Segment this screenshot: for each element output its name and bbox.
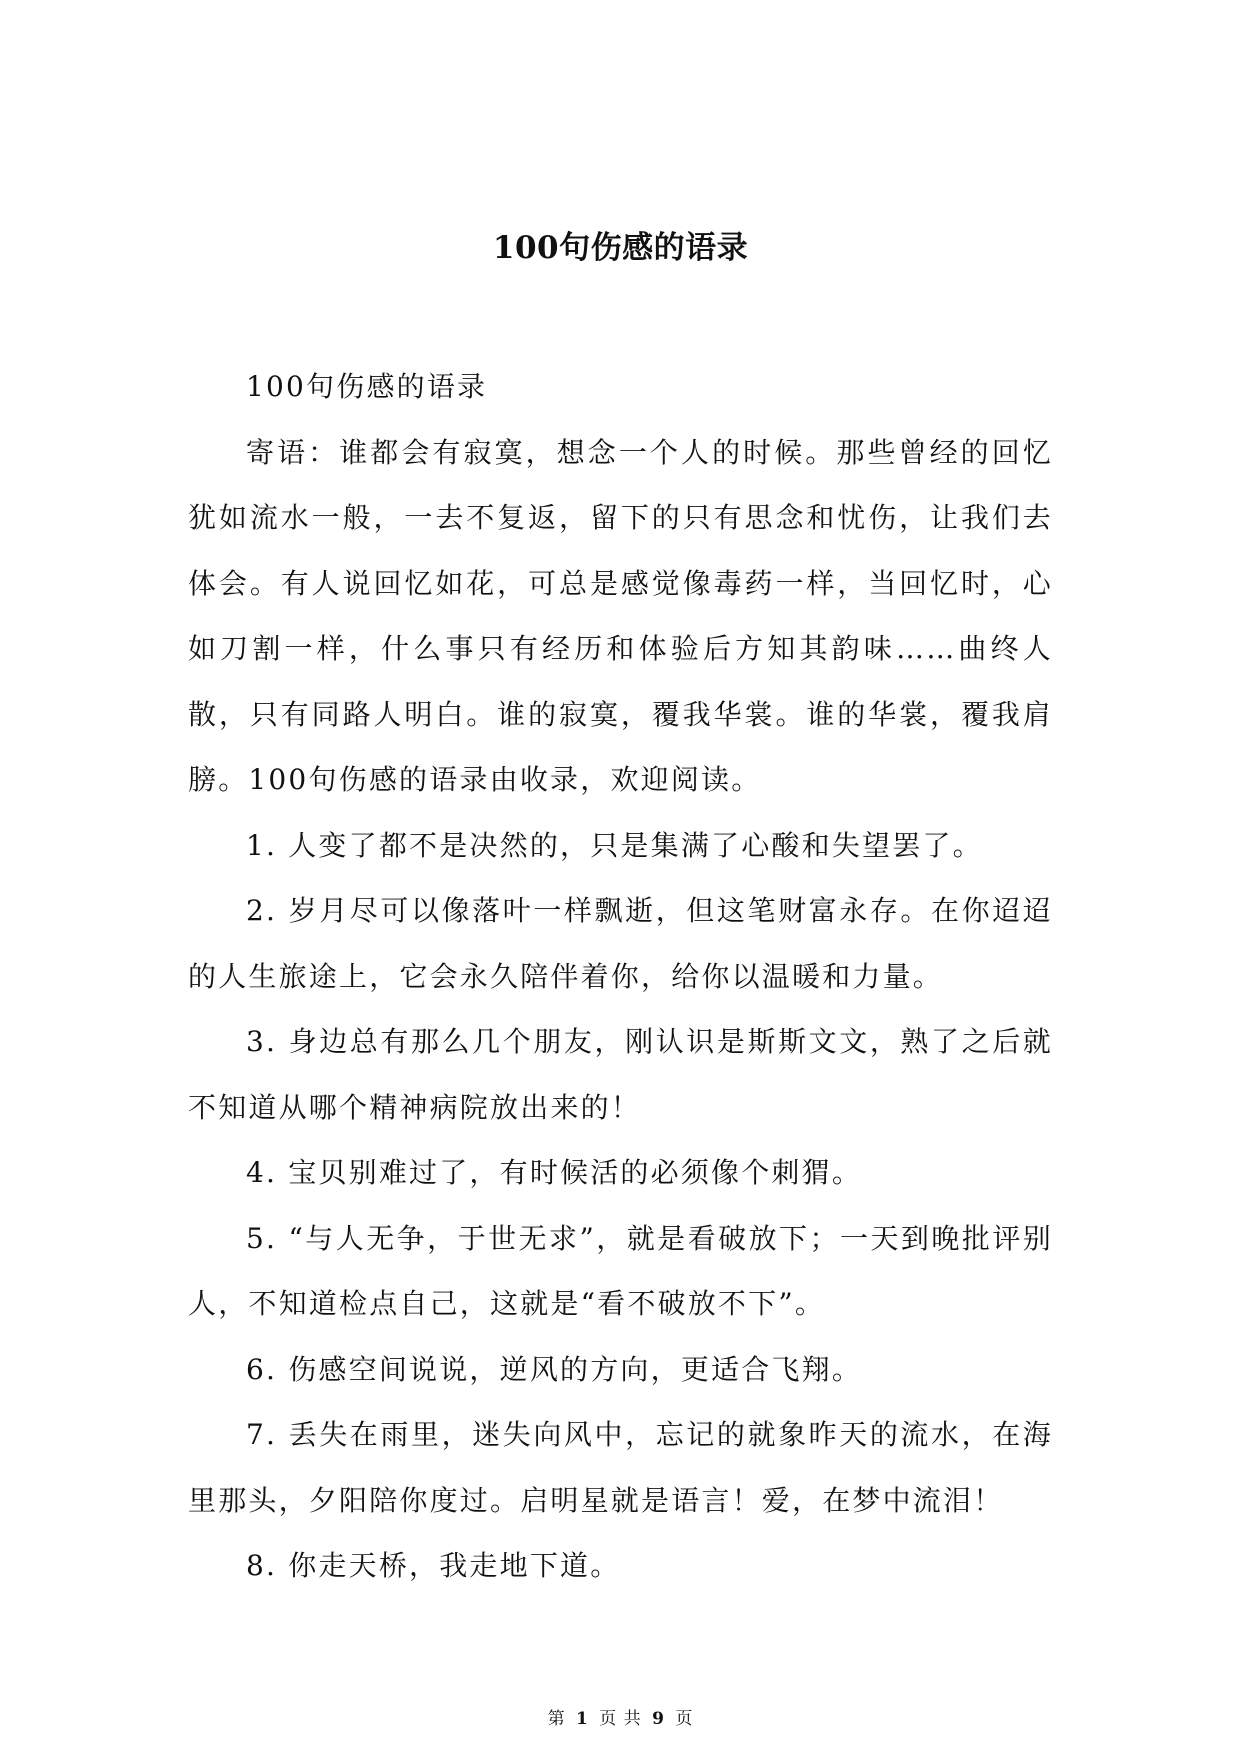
footer-suffix: 页 [675, 1709, 694, 1729]
document-title: 100句伤感的语录 [492, 230, 749, 266]
quote-item-6: 6. 伤感空间说说，逆风的方向，更适合飞翔。 [246, 1352, 863, 1386]
quote-item-7: 7. 丢失在雨里，迷失向风中，忘记的就象昨天的流水，在海里那头，夕阳陪你度过。启明星就是语言！爱，在梦中流泪！ [188, 1418, 1053, 1517]
quote-item-5: 5. “与人无争，于世无求”，就是看破放下；一天到晚批评别人，不知道检点自己，这就是“看不破放不下”。 [188, 1221, 1053, 1320]
page-footer [0, 1708, 1241, 1730]
quote-item-4: 4. 宝贝别难过了，有时候活的必须像个刺猬。 [246, 1156, 863, 1189]
document-body [188, 354, 1053, 1599]
quote-item-1: 1. 人变了都不是决然的，只是集满了心酸和失望罢了。 [246, 828, 983, 862]
paragraph-intro: 寄语：谁都会有寂寞，想念一个人的时候。那些曾经的回忆犹如流水一般，一去不复返，留下的只有思念和忧伤，让我们去体会。有人说回忆如花，可总是感觉像毒药一样，当回忆时，心如刀割一样，什么事只有经历和体验后方知其韵味……曲终人散，只有同路人明白。谁的寂寞，覆我华裳。谁的华裳，覆我肩膀。100句伤感的语录由收录，欢迎阅读。 [188, 435, 1053, 796]
footer-total-pages: 9 [652, 1709, 665, 1729]
quote-item-3: 3. 身边总有那么几个朋友，刚认识是斯斯文文，熟了之后就不知道从哪个精神病院放出来的！ [188, 1025, 1053, 1124]
quote-item-2: 2. 岁月尽可以像落叶一样飘逝，但这笔财富永存。在你迢迢的人生旅途上，它会永久陪伴着你，给你以温暖和力量。 [188, 894, 1053, 993]
paragraph-heading: 100句伤感的语录 [246, 370, 488, 403]
footer-middle: 页 共 [599, 1709, 642, 1729]
quote-item-8: 8. 你走天桥，我走地下道。 [246, 1549, 621, 1582]
footer-prefix: 第 [547, 1709, 566, 1729]
footer-page-number: 1 [576, 1709, 589, 1729]
